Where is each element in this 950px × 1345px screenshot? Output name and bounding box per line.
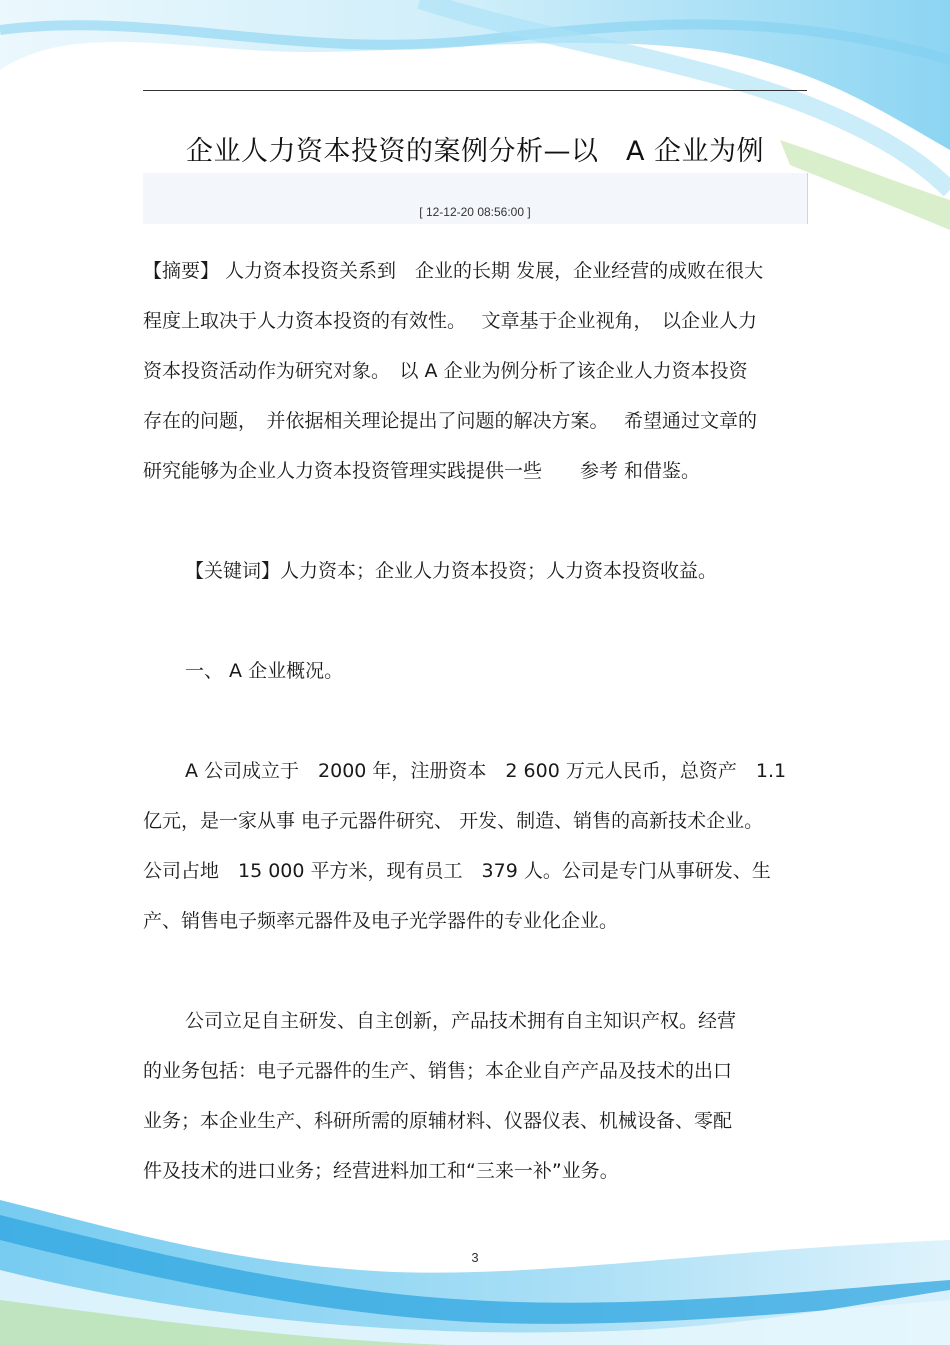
keywords-text: 【关键词】人力资本；企业人力资本投资；人力资本投资收益。	[185, 560, 718, 582]
abstract-line: 程度上取决于人力资本投资的有效性。 文章基于企业视角， 以企业人力	[143, 310, 758, 332]
keywords	[143, 546, 807, 596]
paragraph-line: 公司占地 15 000 平方米，现有员工 379 人。公司是专门从事研发、生	[143, 860, 771, 882]
paragraph-line: 的业务包括：电子元器件的生产、销售；本企业自产产品及技术的出口	[143, 1060, 733, 1082]
section-heading-text: 一、 A 企业概况。	[185, 660, 344, 682]
date-box	[143, 173, 808, 224]
paragraph-line: 亿元，是一家从事 电子元器件研究、 开发、制造、销售的高新技术企业。	[143, 810, 764, 832]
abstract-line: 【摘要】 人力资本投资关系到 企业的长期 发展，企业经营的成败在很大	[143, 260, 764, 282]
page-number: 3	[471, 1250, 479, 1265]
abstract-line: 存在的问题， 并依据相关理论提出了问题的解决方案。 希望通过文章的	[143, 410, 758, 432]
paragraph-line: A 公司成立于 2000 年，注册资本 2 600 万元人民币，总资产 1.1	[185, 760, 787, 782]
abstract-line: 资本投资活动作为研究对象。 以 A 企业为例分析了该企业人力资本投资	[143, 360, 748, 382]
business-scope-paragraph	[143, 996, 807, 1196]
company-overview-paragraph	[143, 746, 807, 946]
publish-date: [ 12-12-20 08:56:00 ]	[419, 205, 531, 219]
paragraph-line: 件及技术的进口业务；经营进料加工和“三来一补”业务。	[143, 1160, 619, 1182]
header-rule	[143, 90, 807, 91]
paragraph-line: 公司立足自主研发、自主创新，产品技术拥有自主知识产权。经营	[185, 1010, 737, 1032]
paragraph-line: 业务；本企业生产、科研所需的原辅材料、仪器仪表、机械设备、零配	[143, 1110, 733, 1132]
abstract-line: 研究能够为企业人力资本投资管理实践提供一些 参考 和借鉴。	[143, 460, 701, 482]
section-heading	[143, 646, 807, 696]
abstract	[143, 246, 807, 496]
document-title: 企业人力资本投资的案例分析—以 A 企业为例	[185, 136, 765, 167]
paragraph-line: 产、销售电子频率元器件及电子光学器件的专业化企业。	[143, 910, 619, 932]
